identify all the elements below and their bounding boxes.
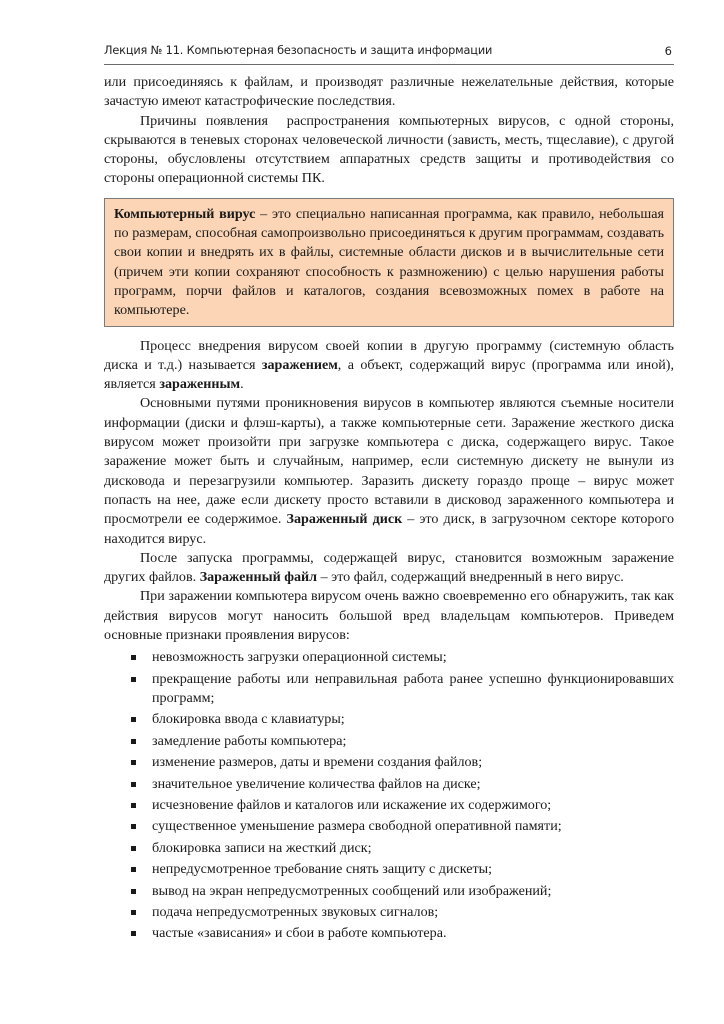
list-item-text: подача непредусмотренных звуковых сигналов; [152, 903, 439, 920]
text-span: – это файл, содержащий внедренный в него вирус. [317, 569, 624, 586]
paragraph-infection [104, 337, 674, 395]
list-item [104, 796, 674, 815]
square-bullet-icon [131, 846, 136, 851]
list-item-text: изменение размеров, даты и времени создания файлов; [152, 754, 483, 771]
text-span: , а объект, содержащий вирус (программа или иной), является [104, 356, 674, 393]
text-span: – это диск, в загрузочном секторе которого находится вирус. [104, 511, 674, 547]
square-bullet-icon [131, 782, 136, 787]
paragraph-continuation: или присоединяясь к файлам, и производят различные нежелательные действия, которые зачастую имеют катастрофические последствия. [104, 74, 674, 110]
list-item-text: замедление работы компьютера; [152, 732, 347, 749]
square-bullet-icon [131, 760, 136, 765]
list-item-text: блокировка записи на жесткий диск; [152, 839, 372, 856]
text-span: После запуска программы, содержащей вирус, становится возможным заражение других файлов. [104, 549, 674, 586]
list-item [104, 924, 674, 943]
list-item [104, 775, 674, 794]
text-span: . [240, 376, 244, 393]
square-bullet-icon [131, 910, 136, 915]
page-header [104, 44, 674, 65]
list-item [104, 839, 674, 858]
square-bullet-icon [131, 677, 136, 682]
list-item [104, 670, 674, 709]
list-item-text: исчезновение файлов и каталогов или искажение их содержимого; [152, 796, 552, 813]
list-item-text: вывод на экран непредусмотренных сообщений или изображений; [152, 882, 552, 899]
square-bullet-icon [131, 655, 136, 660]
term-infection: заражением [261, 356, 338, 373]
term-infected: зараженным [159, 376, 241, 393]
list-item-text: блокировка ввода с клавиатуры; [152, 711, 345, 728]
list-item-text: невозможность загрузки операционной системы; [152, 649, 447, 666]
square-bullet-icon [131, 739, 136, 744]
list-item [104, 753, 674, 772]
paragraph-symptoms-intro: При заражении компьютера вирусом очень важно своевременно его обнаружить, так как действия вирусов могут наносить большой вред владельцам компьютеров. Приведем основные признаки проявления вирусов: [104, 588, 674, 644]
list-item-text: прекращение работы или неправильная работа ранее успешно функционировавших программ; [152, 670, 674, 706]
list-item-text: значительное увеличение количества файлов на диске; [152, 775, 481, 792]
square-bullet-icon [131, 803, 136, 808]
page-number: 6 [664, 44, 672, 58]
list-item-text: существенное уменьшение размера свободной оперативной памяти; [152, 818, 562, 835]
header-title: Лекция № 11. Компьютерная безопасность и защита информации [104, 44, 493, 57]
paragraph-causes: Причины появления распространения компьютерных вирусов, с одной стороны, скрываются в теневых сторонах человеческой личности (зависть, месть, тщеславие), с другой стороны, обусловлены отсутствием аппаратных средств защиты и противодействия со стороны операционной системы ПК. [104, 112, 678, 187]
list-item [104, 732, 674, 751]
list-item-text: непредусмотренное требование снять защиту с дискеты; [152, 861, 493, 878]
square-bullet-icon [131, 717, 136, 722]
text-span: Процесс внедрения вирусом своей копии в другую программу (системную область диска и т.д.) называется [104, 337, 674, 373]
definition-term: Компьютерный вирус [114, 205, 256, 222]
paragraph-infected-file [104, 549, 674, 588]
square-bullet-icon [131, 889, 136, 894]
square-bullet-icon [131, 867, 136, 872]
list-item [104, 860, 674, 879]
square-bullet-icon [131, 824, 136, 829]
paragraph-ways [104, 394, 674, 548]
term-infected-file: Зараженный файл [199, 569, 318, 586]
list-item-text: частые «зависания» и сбои в работе компьютера. [152, 925, 447, 942]
list-item [104, 648, 674, 667]
definition-text: – это специально написанная программа, как правило, небольшая по размерам, способная самопроизвольно присоединяться к другим программам, создавать свои копии и внедрять их в файлы, системные области дисков и в вычислительные сети (причем эти копии сохраняют способность к размножению) с целью нарушения работы программ, порчи файлов и каталогов, создания всевозможных помех в работе на компьютере. [114, 205, 665, 319]
text-span: Основными путями проникновения вирусов в компьютер являются съемные носители информации (диски и флэш-карты), а также компьютерные сети. Заражение жесткого диска вирусом может произойти при загрузке компьютера с диска, содержащего вирус. Такое заражение может быть и случайным, например, если системную дискету не вынули из дисковода и перезагрузили компьютер. Заразить дискету гораздо проще – вирус может попасть на нее, даже если дискету просто вставили в дисковод зараженного компьютера и просмотрели ее содержимое. [104, 395, 674, 528]
list-item [104, 903, 674, 922]
term-infected-disk: Зараженный диск [286, 511, 403, 528]
symptoms-list [104, 648, 674, 943]
list-item [104, 710, 674, 729]
page-body [104, 73, 678, 946]
definition-box [104, 198, 674, 327]
square-bullet-icon [131, 931, 136, 936]
list-item [104, 817, 674, 836]
list-item [104, 882, 674, 901]
